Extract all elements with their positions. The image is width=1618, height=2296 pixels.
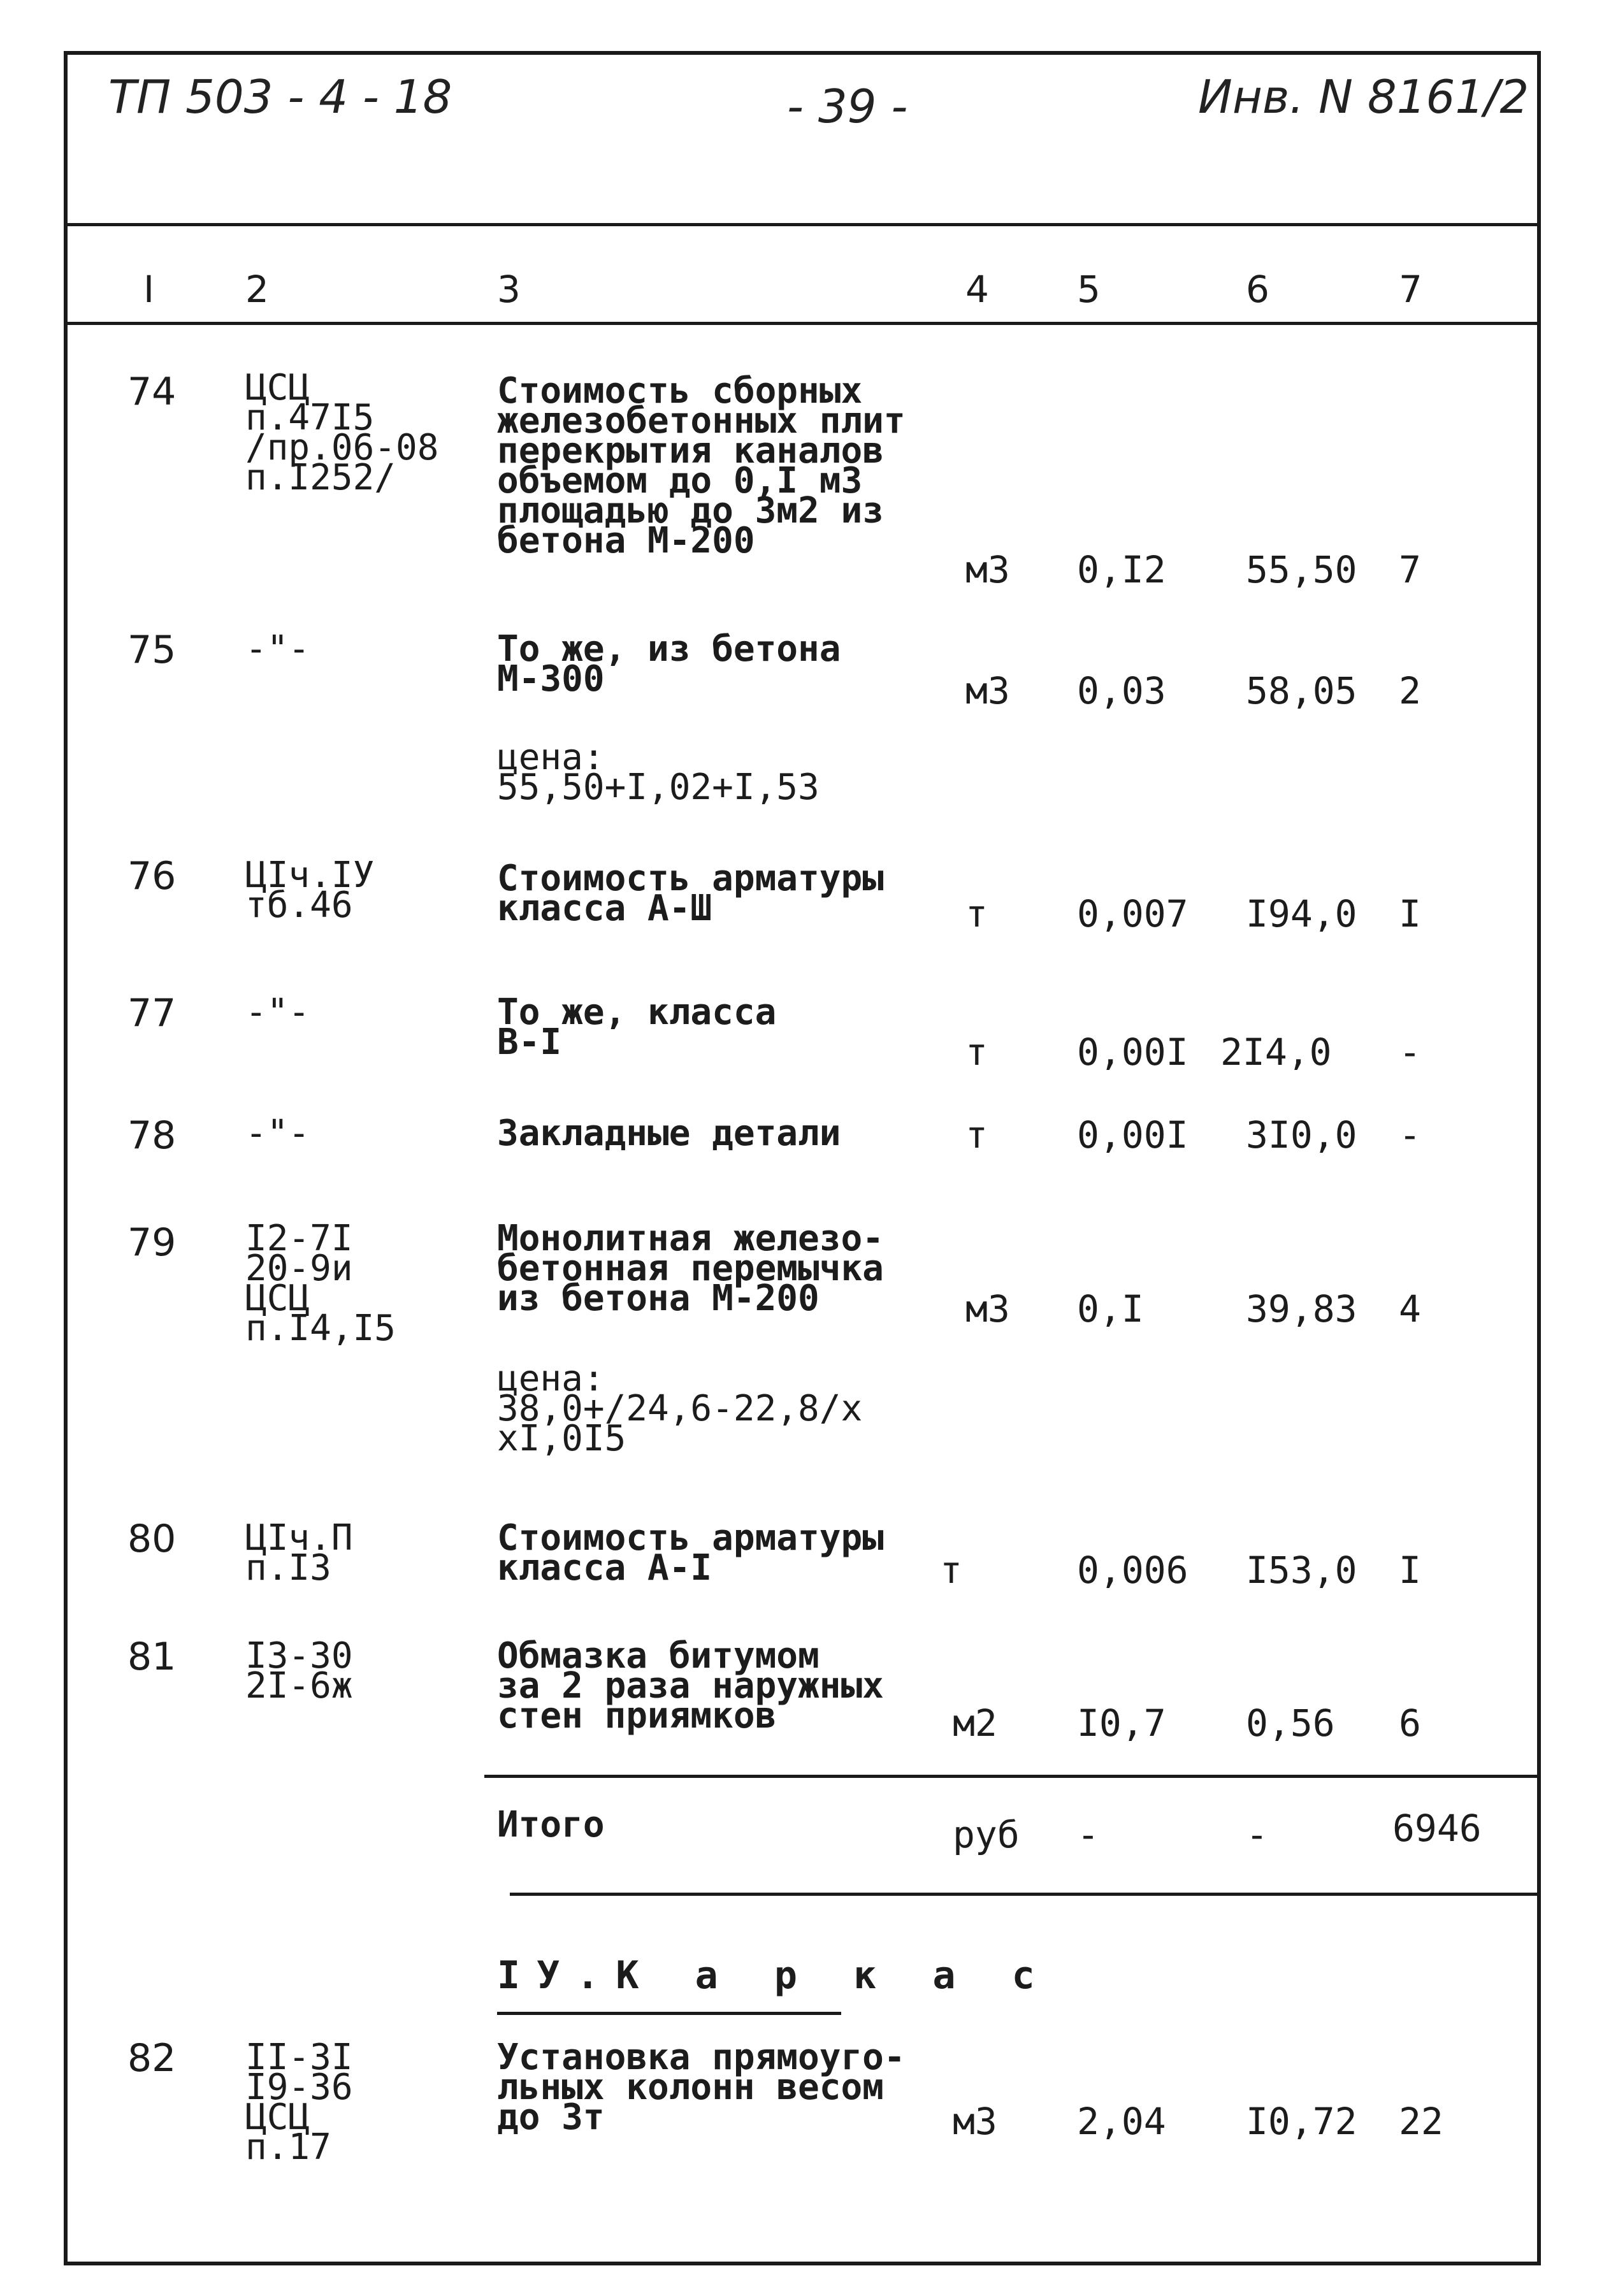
- row-code: ЦIч.IУ тб.46: [245, 855, 375, 926]
- row-unit: м3: [953, 2100, 997, 2143]
- row-quantity: 0,I: [1077, 1287, 1144, 1331]
- inventory-number: Инв. N 8161/2: [1198, 70, 1529, 124]
- header-rule-top: [64, 223, 1541, 226]
- section-title: IУ.К а р к а с: [497, 1953, 1051, 1998]
- row-unit: м2: [953, 1701, 997, 1745]
- row-total: I: [1399, 1549, 1421, 1592]
- row-number: 80: [127, 1517, 177, 1561]
- project-code: ТП 503 - 4 - 18: [108, 70, 452, 124]
- row-quantity: 2,04: [1077, 2100, 1166, 2143]
- total-quantity: -: [1077, 1813, 1099, 1856]
- row-description: Стоимость арматуры класса А-I: [497, 1517, 884, 1589]
- row-price: 55,50: [1246, 548, 1357, 591]
- row-quantity: 0,I2: [1077, 548, 1166, 591]
- col-header-5: 5: [1077, 268, 1101, 311]
- row-code: ЦIч.П п.I3: [245, 1517, 353, 1589]
- row-code: I2-7I 20-9и ЦСЦ п.I4,I5: [245, 1218, 396, 1349]
- total-label: Итого: [497, 1804, 605, 1845]
- row-unit: м3: [965, 548, 1010, 591]
- row-quantity: 0,00I: [1077, 1113, 1188, 1157]
- row-price: I94,0: [1246, 892, 1357, 935]
- row-price: 2I4,0: [1220, 1030, 1332, 1074]
- row-number: 82: [127, 2036, 177, 2081]
- row-total: -: [1399, 1030, 1421, 1074]
- page-number: - 39 -: [787, 80, 908, 133]
- row-number: 74: [127, 370, 177, 414]
- total-price: -: [1246, 1813, 1268, 1856]
- row-description: Обмазка битумом за 2 раза наружных стен приямков: [497, 1635, 884, 1736]
- row-quantity: 0,00I: [1077, 1030, 1188, 1074]
- row-total: 7: [1399, 548, 1421, 591]
- total-value: 6946: [1392, 1807, 1482, 1850]
- row-number: 76: [127, 854, 177, 899]
- row-description: Закладные детали: [497, 1113, 841, 1154]
- row-number: 81: [127, 1635, 177, 1679]
- row-code: I3-30 2I-6ж: [245, 1635, 353, 1707]
- col-header-4: 4: [965, 268, 989, 311]
- row-description: Стоимость сборных железобетонных плит перекрытия каналов объемом до 0,I м3 площадью до 3м2 из бетона М-200: [497, 370, 906, 561]
- row-code: -"-: [245, 1113, 310, 1154]
- row-code: ЦСЦ п.47I5 /пр.06-08 п.I252/: [245, 367, 439, 498]
- total-rule-bottom: [510, 1893, 1541, 1896]
- row-description: Монолитная железо- бетонная перемычка из бетона М-200: [497, 1218, 884, 1319]
- row-quantity: 0,03: [1077, 669, 1166, 712]
- section-underline: [497, 2012, 841, 2015]
- row-number: 78: [127, 1113, 177, 1158]
- row-number: 79: [127, 1220, 177, 1265]
- header-rule-bottom: [64, 322, 1541, 325]
- row-description: То же, класса В-I: [497, 992, 777, 1063]
- row-description: Стоимость арматуры класса А-Ш: [497, 858, 884, 929]
- col-header-1: I: [143, 268, 155, 311]
- total-rule-top: [484, 1775, 1541, 1778]
- row-price-note: цена: 38,0+/24,6-22,8/х хI,0I5: [497, 1358, 863, 1459]
- total-unit: руб: [953, 1813, 1020, 1856]
- col-header-7: 7: [1399, 268, 1422, 311]
- row-price: 3I0,0: [1246, 1113, 1357, 1157]
- row-unit: м3: [965, 1287, 1010, 1331]
- row-code: -"-: [245, 992, 310, 1033]
- row-price: I53,0: [1246, 1549, 1357, 1592]
- row-code: II-3I I9-36 ЦСЦ п.17: [245, 2037, 353, 2168]
- row-unit: т: [965, 892, 988, 935]
- row-unit: т: [965, 1030, 988, 1074]
- row-description: Установка прямоуго- льных колонн весом до 3т: [497, 2037, 906, 2138]
- row-unit: т: [965, 1113, 988, 1157]
- row-price: 39,83: [1246, 1287, 1357, 1331]
- col-header-3: 3: [497, 268, 521, 311]
- row-unit: т: [940, 1549, 962, 1592]
- row-total: 2: [1399, 669, 1421, 712]
- row-price-note: цена: 55,50+I,02+I,53: [497, 737, 820, 808]
- row-unit: м3: [965, 669, 1010, 712]
- row-price: I0,72: [1246, 2100, 1357, 2143]
- row-code: -"-: [245, 628, 310, 670]
- row-number: 75: [127, 628, 177, 672]
- row-quantity: 0,006: [1077, 1549, 1188, 1592]
- col-header-2: 2: [245, 268, 269, 311]
- row-total: 4: [1399, 1287, 1421, 1331]
- row-total: 22: [1399, 2100, 1443, 2143]
- row-price: 0,56: [1246, 1701, 1335, 1745]
- col-header-6: 6: [1246, 268, 1269, 311]
- row-total: -: [1399, 1113, 1421, 1157]
- row-quantity: I0,7: [1077, 1701, 1166, 1745]
- row-total: 6: [1399, 1701, 1421, 1745]
- row-total: I: [1399, 892, 1421, 935]
- row-number: 77: [127, 991, 177, 1036]
- row-quantity: 0,007: [1077, 892, 1188, 935]
- row-price: 58,05: [1246, 669, 1357, 712]
- row-description: То же, из бетона М-300: [497, 628, 841, 700]
